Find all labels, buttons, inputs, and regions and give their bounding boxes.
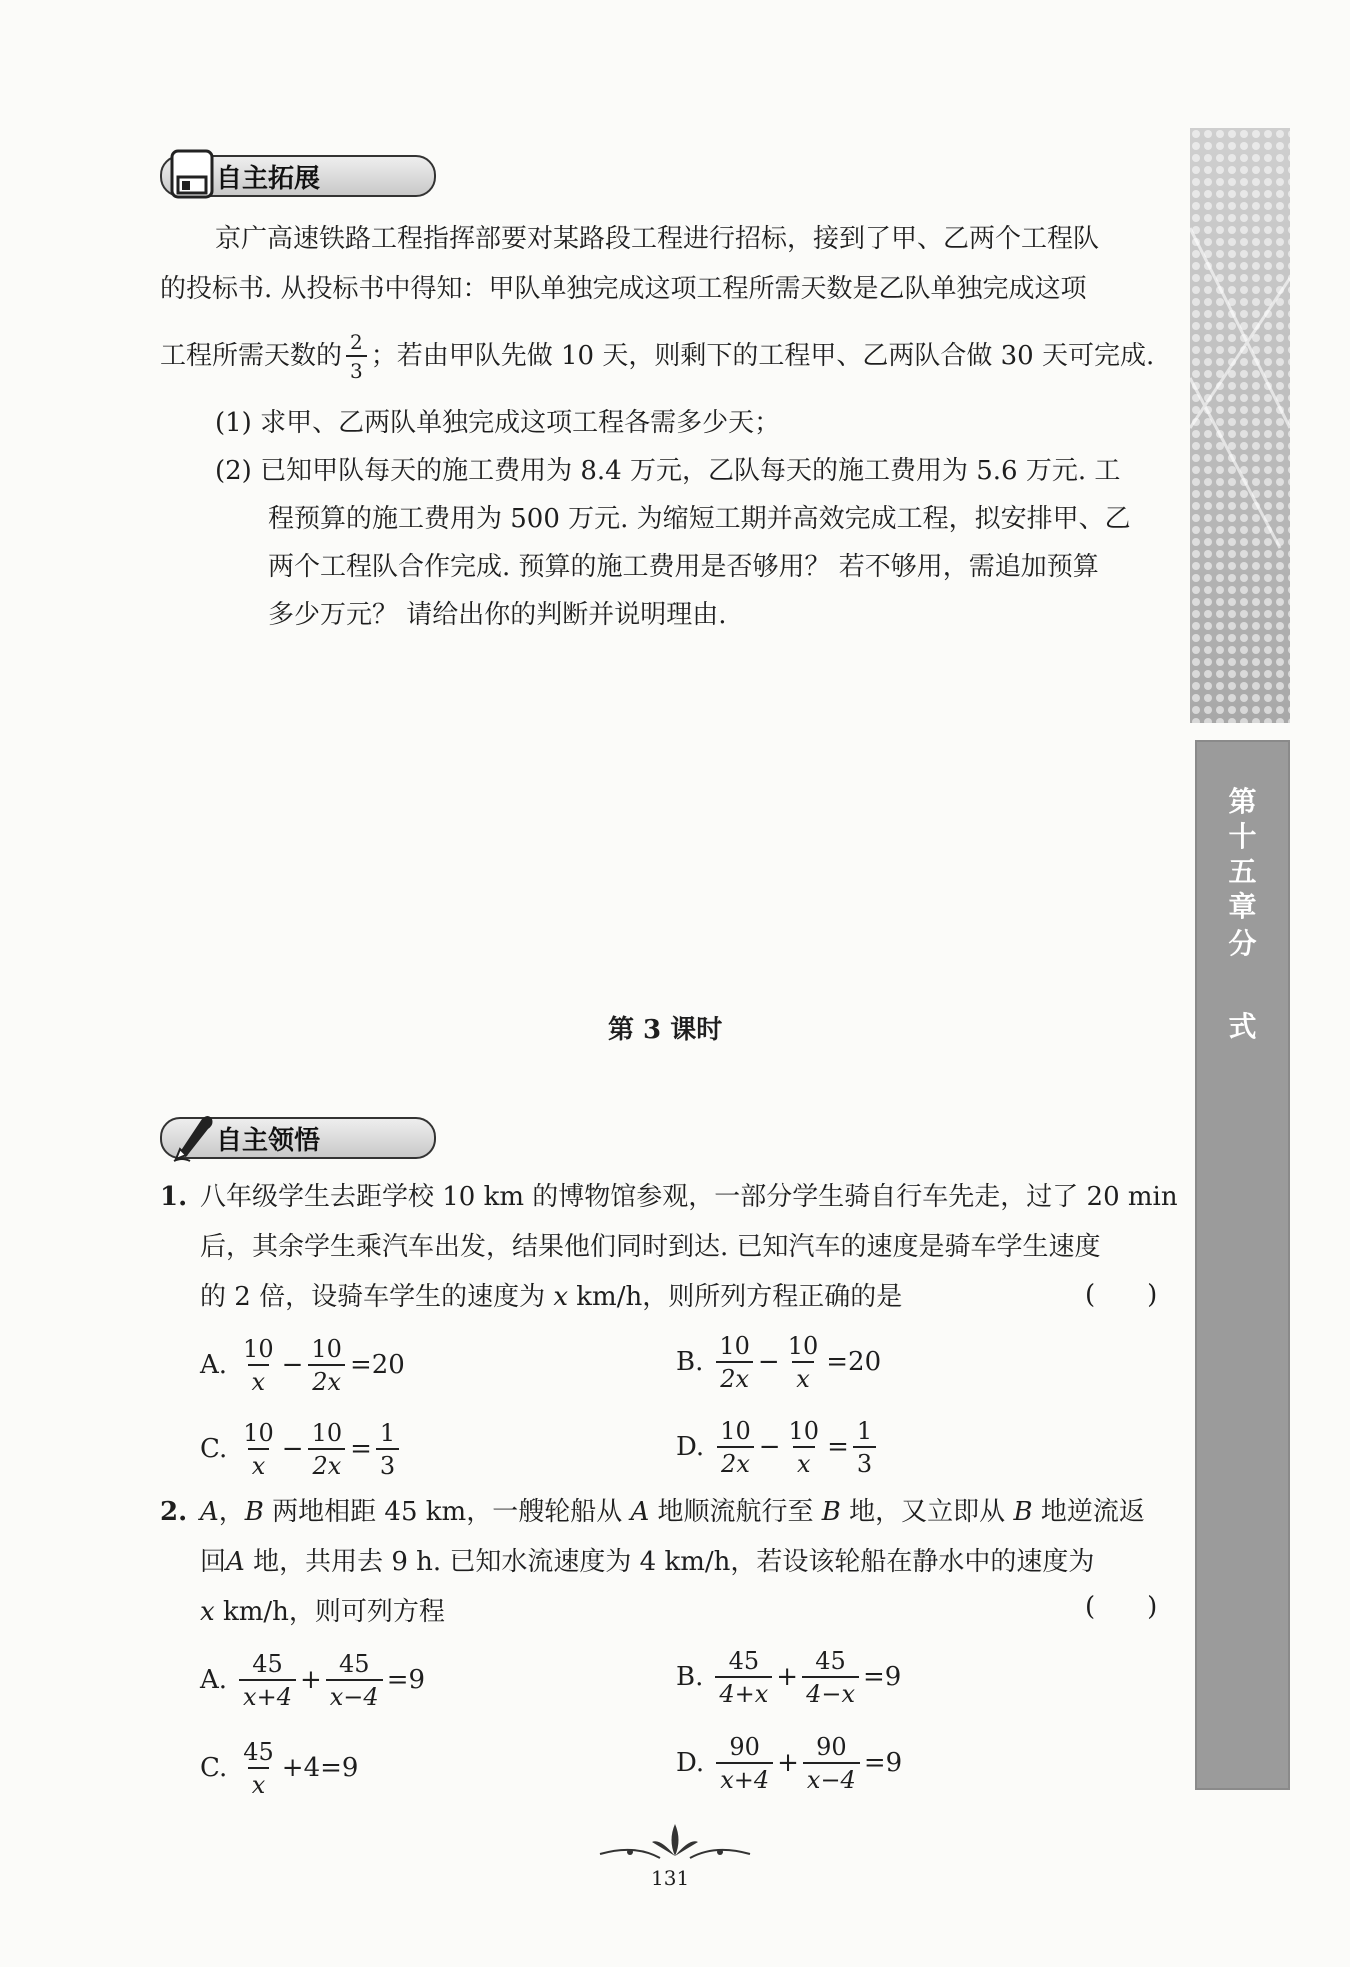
chapter-char-5: 分 bbox=[1228, 927, 1257, 960]
page-number: 131 bbox=[651, 1866, 690, 1890]
q2-option-b[interactable]: B. $\frac{45}{4+x}$ + $\frac{45}{4-x}$ =9 bbox=[676, 1646, 902, 1708]
option-label: A. bbox=[200, 1350, 228, 1380]
fraction-denominator: 3 bbox=[346, 355, 367, 381]
option-label: C. bbox=[200, 1434, 228, 1464]
chapter-char-1: 第 bbox=[1228, 785, 1257, 818]
q1-option-c[interactable]: C. $\frac{10}{x}$ − $\frac{10}{2x}$ = $\frac{1}{3}$ bbox=[200, 1414, 403, 1484]
option-label: B. bbox=[676, 1347, 704, 1377]
fraction-numerator: 2 bbox=[350, 329, 363, 354]
footer-ornament-icon bbox=[590, 1820, 760, 1870]
subquestion-2-line-1: (2) 已知甲队每天的施工费用为 8.4 万元，乙队每天的施工费用为 5.6 万元. 工 bbox=[215, 456, 1121, 486]
question-1-line-3-pre: 的 2 倍，设骑车学生的速度为 bbox=[200, 1282, 546, 1312]
intro-line-3-post: ；若由甲队先做 10 天，则剩下的工程甲、乙两队合做 30 天可完成. bbox=[370, 341, 1155, 371]
chapter-char-4: 章 bbox=[1228, 890, 1257, 923]
option-label: D. bbox=[676, 1432, 705, 1462]
question-1-line-3-post: km/h，则所列方程正确的是 bbox=[576, 1282, 903, 1312]
variable-x: x bbox=[200, 1597, 215, 1627]
chapter-char-2: 十 bbox=[1228, 820, 1257, 853]
option-label: A. bbox=[200, 1665, 228, 1695]
subquestion-2-line-4: 多少万元？ 请给出你的判断并说明理由. bbox=[268, 600, 727, 630]
answer-blank-2[interactable]: ( ) bbox=[1085, 1592, 1158, 1622]
chapter-char-6: 式 bbox=[1228, 1010, 1257, 1043]
section-badge-understanding bbox=[160, 1117, 436, 1159]
question-1-line-1: 八年级学生去距学校 10 km 的博物馆参观，一部分学生骑自行车先走，过了 20 min bbox=[200, 1182, 1178, 1212]
subquestion-1: (1) 求甲、乙两队单独完成这项工程各需多少天； bbox=[215, 408, 781, 438]
question-2-number: 2. bbox=[160, 1497, 188, 1527]
section-title: 自主领悟 bbox=[216, 1125, 321, 1156]
question-2-line-2: 回A 地，共用去 9 h. 已知水流速度为 4 km/h，若设该轮船在静水中的速度为 bbox=[200, 1547, 1095, 1577]
intro-line-3-pre: 工程所需天数的 bbox=[160, 341, 343, 371]
section-badge-extension bbox=[160, 155, 436, 197]
halftone-pattern-icon bbox=[1190, 128, 1290, 723]
question-2-line-1: A，B 两地相距 45 km，一艘轮船从 A 地顺流航行至 B 地，又立即从 B 地逆流返 bbox=[200, 1497, 1145, 1527]
question-1-number: 1. bbox=[160, 1182, 188, 1212]
section-title: 自主拓展 bbox=[216, 163, 321, 194]
q1-option-d[interactable]: D. $\frac{10}{2x}$ − $\frac{10}{x}$ = $\frac{1}{3}$ bbox=[676, 1412, 880, 1482]
q1-option-a[interactable]: A. $\frac{10}{x}$ − $\frac{10}{2x}$ =20 bbox=[200, 1334, 405, 1396]
option-label: B. bbox=[676, 1662, 704, 1692]
question-1-line-3 bbox=[200, 1272, 902, 1322]
answer-blank-1[interactable]: ( ) bbox=[1085, 1280, 1158, 1310]
q2-option-d[interactable]: D. $\frac{90}{x+4}$ + $\frac{90}{x-4}$ =9 bbox=[676, 1732, 903, 1794]
intro-line-3 bbox=[160, 322, 1154, 390]
floppy-disk-icon bbox=[168, 147, 216, 201]
question-1-line-2: 后，其余学生乘汽车出发，结果他们同时到达. 已知汽车的速度是骑车学生速度 bbox=[200, 1232, 1101, 1262]
q2-option-a[interactable]: A. $\frac{45}{x+4}$ + $\frac{45}{x-4}$ =9 bbox=[200, 1649, 426, 1711]
subquestion-2-line-2: 程预算的施工费用为 500 万元. 为缩短工期并高效完成工程，拟安排甲、乙 bbox=[268, 504, 1131, 534]
q1-option-b[interactable]: B. $\frac{10}{2x}$ − $\frac{10}{x}$ =20 bbox=[676, 1331, 882, 1393]
fraction-two-thirds bbox=[346, 329, 367, 383]
option-label: D. bbox=[676, 1748, 705, 1778]
intro-line-1: 京广高速铁路工程指挥部要对某路段工程进行招标，接到了甲、乙两个工程队 bbox=[215, 224, 1100, 254]
subquestion-2-line-3: 两个工程队合作完成. 预算的施工费用是否够用？ 若不够用，需追加预算 bbox=[268, 552, 1099, 582]
intro-line-2: 的投标书. 从投标书中得知：甲队单独完成这项工程所需天数是乙队单独完成这项 bbox=[160, 274, 1087, 304]
question-2-line-3: x km/h，则可列方程 bbox=[200, 1597, 445, 1627]
option-label: C. bbox=[200, 1753, 228, 1783]
side-tab-decoration bbox=[1190, 128, 1290, 723]
pen-icon bbox=[168, 1109, 216, 1163]
variable-x: x bbox=[553, 1282, 569, 1312]
chapter-char-3: 五 bbox=[1228, 855, 1257, 888]
lesson-title: 第 3 课时 bbox=[608, 1015, 723, 1045]
q2-option-c[interactable]: C. $\frac{45}{x}$ +4=9 bbox=[200, 1737, 359, 1799]
